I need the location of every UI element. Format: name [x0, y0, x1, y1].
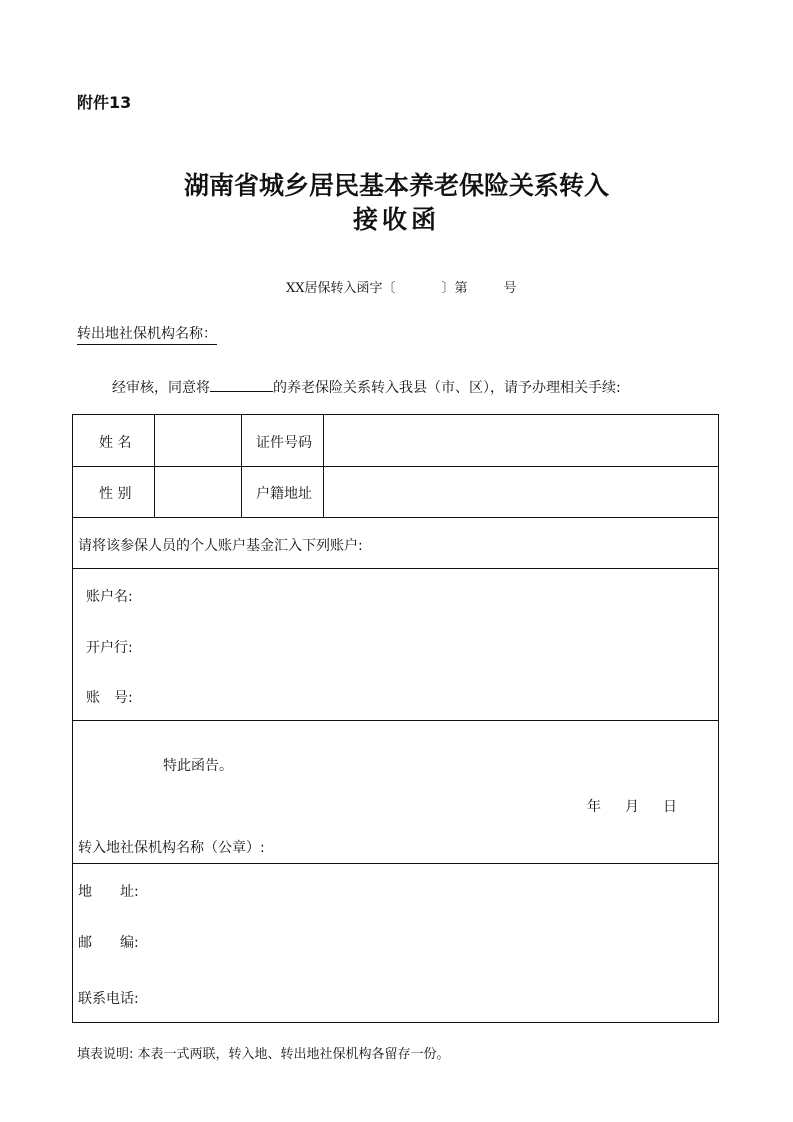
receiving-agency-label: 转入地社保机构名称（公章）:: [78, 840, 265, 856]
household-address-label: 户籍地址: [256, 486, 312, 502]
transfer-instruction: 请将该参保人员的个人账户基金汇入下列账户:: [78, 538, 363, 554]
doc-number-suffix: 号: [503, 281, 517, 296]
document-title: 湖南省城乡居民基本养老保险关系转入: [183, 171, 609, 200]
footer-note: 填表说明: 本表一式两联，转入地、转出地社保机构各留存一份。: [77, 1047, 450, 1062]
transfer-form-table: [72, 414, 719, 1023]
row-divider: [73, 863, 718, 864]
doc-number-prefix: XX居保转入函字〔: [286, 281, 396, 296]
date-year: 年: [587, 799, 601, 815]
approval-text-before: 经审核，同意将: [112, 380, 210, 396]
column-divider: [241, 415, 242, 518]
row-divider: [73, 517, 718, 518]
attachment-label: 附件13: [77, 93, 132, 112]
transfer-out-agency-label: 转出地社保机构名称：: [77, 323, 217, 345]
row-divider: [73, 568, 718, 569]
name-label: 姓 名: [99, 435, 132, 451]
column-divider: [154, 415, 155, 518]
date-day: 日: [663, 799, 677, 815]
person-name-blank[interactable]: [210, 379, 273, 392]
address-label: 地 址:: [78, 884, 139, 900]
approval-text-after: 的养老保险关系转入我县（市、区），请予办理相关手续:: [273, 380, 621, 396]
account-number-label: 账 号:: [86, 690, 133, 706]
bank-label: 开户行:: [86, 640, 133, 656]
id-number-field[interactable]: [333, 423, 708, 459]
date-month: 月: [625, 799, 639, 815]
notice-text: 特此函告。: [163, 758, 233, 774]
name-field[interactable]: [163, 423, 233, 459]
approval-statement: [112, 377, 621, 397]
column-divider: [323, 415, 324, 518]
row-divider: [73, 466, 718, 467]
gender-label: 性 别: [99, 486, 132, 502]
id-number-label: 证件号码: [256, 435, 312, 451]
row-divider: [73, 720, 718, 721]
postcode-label: 邮 编:: [78, 935, 139, 951]
document-number: [286, 277, 517, 296]
document-subtitle: 接收函: [352, 205, 440, 234]
household-address-field[interactable]: [333, 475, 708, 511]
account-name-label: 账户名:: [86, 589, 133, 605]
phone-label: 联系电话:: [78, 991, 139, 1007]
doc-number-mid: 〕第: [441, 281, 468, 296]
gender-field[interactable]: [163, 475, 233, 511]
